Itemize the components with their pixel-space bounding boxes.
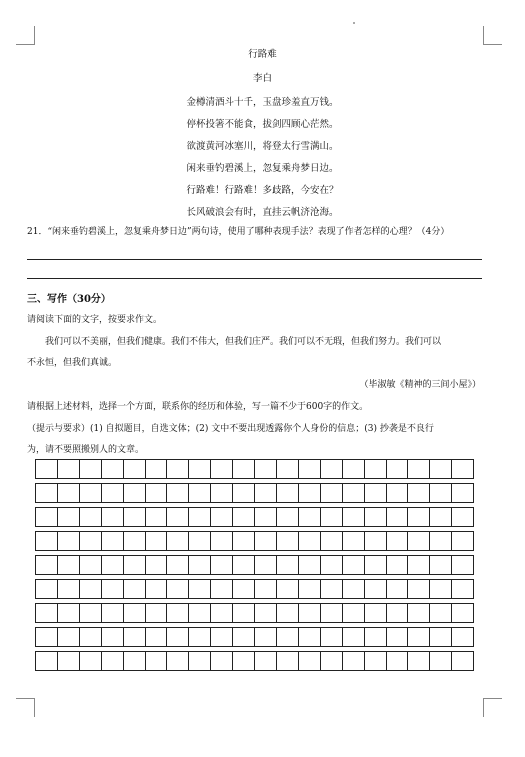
grid-cell[interactable] <box>124 532 146 550</box>
grid-cell[interactable] <box>36 628 58 646</box>
grid-cell[interactable] <box>452 484 474 502</box>
grid-cell[interactable] <box>36 556 58 574</box>
grid-cell[interactable] <box>408 604 430 622</box>
grid-cell[interactable] <box>102 580 124 598</box>
composition-grid[interactable] <box>35 459 474 671</box>
grid-cell[interactable] <box>189 580 211 598</box>
grid-cell[interactable] <box>102 652 124 670</box>
grid-cell[interactable] <box>167 484 189 502</box>
poem-line: 闲来垂钓碧溪上，忽复乘舟梦日边。 <box>186 163 339 174</box>
grid-cell[interactable] <box>146 460 168 478</box>
grid-cell[interactable] <box>255 604 277 622</box>
grid-cell[interactable] <box>255 580 277 598</box>
grid-cell[interactable] <box>343 556 365 574</box>
grid-cell[interactable] <box>189 652 211 670</box>
grid-cell[interactable] <box>387 580 409 598</box>
poem-author: 李白 <box>252 73 272 84</box>
grid-cell[interactable] <box>80 580 102 598</box>
writing-requirements-line: （提示与要求）(1) 自拟题目，自选文体；(2) 文中不要出现透露你个人身份的信息；(3) 抄袭是不良行 <box>27 424 434 434</box>
grid-cell[interactable] <box>365 532 387 550</box>
grid-cell[interactable] <box>277 532 299 550</box>
grid-cell[interactable] <box>80 556 102 574</box>
grid-cell[interactable] <box>343 652 365 670</box>
grid-cell[interactable] <box>299 652 321 670</box>
grid-cell[interactable] <box>58 484 80 502</box>
grid-cell[interactable] <box>299 484 321 502</box>
grid-cell[interactable] <box>58 460 80 478</box>
poem-title: 行路难 <box>248 49 277 60</box>
grid-cell[interactable] <box>387 652 409 670</box>
grid-cell[interactable] <box>102 604 124 622</box>
grid-cell[interactable] <box>365 580 387 598</box>
grid-cell[interactable] <box>58 580 80 598</box>
grid-cell[interactable] <box>167 652 189 670</box>
grid-cell[interactable] <box>343 628 365 646</box>
grid-cell[interactable] <box>299 628 321 646</box>
grid-cell[interactable] <box>430 508 452 526</box>
material-source: （毕淑敏《精神的三间小屋》） <box>359 380 481 390</box>
answer-line[interactable] <box>27 278 482 279</box>
poem-line: 金樽清酒斗十千，玉盘珍羞直万钱。 <box>186 97 339 108</box>
grid-cell[interactable] <box>189 628 211 646</box>
grid-cell[interactable] <box>36 508 58 526</box>
grid-cell[interactable] <box>124 604 146 622</box>
grid-cell[interactable] <box>430 580 452 598</box>
grid-cell[interactable] <box>277 628 299 646</box>
grid-cell[interactable] <box>277 604 299 622</box>
writing-section-heading: 三、写作（30分） <box>27 294 111 305</box>
grid-cell[interactable] <box>146 604 168 622</box>
grid-cell[interactable] <box>452 628 474 646</box>
grid-cell[interactable] <box>102 484 124 502</box>
grid-cell[interactable] <box>102 532 124 550</box>
grid-cell[interactable] <box>299 556 321 574</box>
grid-cell[interactable] <box>167 532 189 550</box>
grid-cell[interactable] <box>430 604 452 622</box>
grid-cell[interactable] <box>167 508 189 526</box>
poem-line: 欲渡黄河冰塞川，将登太行雪满山。 <box>186 141 339 152</box>
grid-cell[interactable] <box>408 628 430 646</box>
crop-mark-top-left <box>16 26 35 45</box>
grid-cell[interactable] <box>146 556 168 574</box>
grid-cell[interactable] <box>80 484 102 502</box>
grid-cell[interactable] <box>365 460 387 478</box>
grid-cell[interactable] <box>255 652 277 670</box>
grid-cell[interactable] <box>430 628 452 646</box>
grid-cell[interactable] <box>102 628 124 646</box>
grid-cell[interactable] <box>408 532 430 550</box>
grid-cell[interactable] <box>189 532 211 550</box>
grid-cell[interactable] <box>321 628 343 646</box>
grid-cell[interactable] <box>80 604 102 622</box>
writing-intro: 请阅读下面的文字，按要求作文。 <box>27 315 163 325</box>
grid-cell[interactable] <box>146 652 168 670</box>
grid-cell[interactable] <box>343 580 365 598</box>
grid-row <box>35 531 474 551</box>
grid-cell[interactable] <box>387 484 409 502</box>
grid-row <box>35 603 474 623</box>
writing-requirements-line: 为，请不要照搬别人的文章。 <box>27 445 145 455</box>
grid-cell[interactable] <box>255 556 277 574</box>
grid-cell[interactable] <box>146 484 168 502</box>
grid-cell[interactable] <box>102 508 124 526</box>
grid-cell[interactable] <box>452 508 474 526</box>
grid-cell[interactable] <box>80 652 102 670</box>
grid-cell[interactable] <box>189 460 211 478</box>
grid-cell[interactable] <box>365 484 387 502</box>
grid-cell[interactable] <box>36 604 58 622</box>
grid-cell[interactable] <box>343 604 365 622</box>
grid-row <box>35 459 474 479</box>
grid-cell[interactable] <box>430 532 452 550</box>
grid-cell[interactable] <box>408 484 430 502</box>
grid-cell[interactable] <box>80 508 102 526</box>
grid-cell[interactable] <box>430 652 452 670</box>
grid-cell[interactable] <box>321 532 343 550</box>
grid-cell[interactable] <box>124 556 146 574</box>
grid-cell[interactable] <box>102 460 124 478</box>
grid-cell[interactable] <box>211 556 233 574</box>
grid-cell[interactable] <box>299 580 321 598</box>
grid-cell[interactable] <box>387 628 409 646</box>
poem-line: 长风破浪会有时，直挂云帆济沧海。 <box>186 207 339 218</box>
grid-cell[interactable] <box>146 580 168 598</box>
grid-cell[interactable] <box>167 604 189 622</box>
material-paragraph-line: 我们可以不美丽，但我们健康。我们不伟大，但我们庄严。我们可以不无瑕，但我们努力。我们可以 <box>45 337 442 347</box>
grid-cell[interactable] <box>124 652 146 670</box>
grid-cell[interactable] <box>58 508 80 526</box>
grid-cell[interactable] <box>430 460 452 478</box>
grid-cell[interactable] <box>299 532 321 550</box>
grid-cell[interactable] <box>387 532 409 550</box>
grid-cell[interactable] <box>277 460 299 478</box>
grid-cell[interactable] <box>408 556 430 574</box>
grid-cell[interactable] <box>211 604 233 622</box>
material-paragraph-line: 不永恒，但我们真诚。 <box>27 358 118 368</box>
writing-task: 请根据上述材料，选择一个方面，联系你的经历和体验，写一篇不少于600字的作文。 <box>27 402 369 412</box>
grid-cell[interactable] <box>36 484 58 502</box>
grid-cell[interactable] <box>452 580 474 598</box>
grid-row <box>35 483 474 503</box>
grid-cell[interactable] <box>321 580 343 598</box>
grid-cell[interactable] <box>36 652 58 670</box>
grid-cell[interactable] <box>343 508 365 526</box>
grid-cell[interactable] <box>387 508 409 526</box>
grid-cell[interactable] <box>452 604 474 622</box>
grid-cell[interactable] <box>299 604 321 622</box>
crop-mark-bottom-left <box>16 698 35 717</box>
grid-cell[interactable] <box>189 484 211 502</box>
grid-cell[interactable] <box>343 484 365 502</box>
grid-cell[interactable] <box>233 556 255 574</box>
grid-cell[interactable] <box>167 556 189 574</box>
grid-cell[interactable] <box>343 460 365 478</box>
grid-cell[interactable] <box>167 460 189 478</box>
grid-cell[interactable] <box>408 652 430 670</box>
crop-mark-top-right <box>483 26 502 45</box>
grid-cell[interactable] <box>233 508 255 526</box>
grid-cell[interactable] <box>299 508 321 526</box>
grid-cell[interactable] <box>365 508 387 526</box>
grid-cell[interactable] <box>321 460 343 478</box>
page-speck <box>353 22 355 24</box>
grid-cell[interactable] <box>167 628 189 646</box>
grid-row <box>35 579 474 599</box>
grid-cell[interactable] <box>277 484 299 502</box>
grid-cell[interactable] <box>430 484 452 502</box>
grid-cell[interactable] <box>124 508 146 526</box>
grid-row <box>35 651 474 671</box>
grid-cell[interactable] <box>255 532 277 550</box>
grid-cell[interactable] <box>365 652 387 670</box>
grid-cell[interactable] <box>189 556 211 574</box>
grid-cell[interactable] <box>167 580 189 598</box>
grid-cell[interactable] <box>146 532 168 550</box>
grid-row <box>35 555 474 575</box>
grid-cell[interactable] <box>233 580 255 598</box>
grid-cell[interactable] <box>211 508 233 526</box>
grid-cell[interactable] <box>211 484 233 502</box>
grid-cell[interactable] <box>277 580 299 598</box>
grid-cell[interactable] <box>255 460 277 478</box>
grid-cell[interactable] <box>365 628 387 646</box>
grid-row <box>35 627 474 647</box>
grid-cell[interactable] <box>58 652 80 670</box>
grid-cell[interactable] <box>211 580 233 598</box>
grid-cell[interactable] <box>452 532 474 550</box>
grid-cell[interactable] <box>233 628 255 646</box>
grid-cell[interactable] <box>58 556 80 574</box>
grid-cell[interactable] <box>321 508 343 526</box>
grid-cell[interactable] <box>299 460 321 478</box>
grid-cell[interactable] <box>36 532 58 550</box>
grid-cell[interactable] <box>80 460 102 478</box>
grid-cell[interactable] <box>36 580 58 598</box>
grid-cell[interactable] <box>233 460 255 478</box>
grid-cell[interactable] <box>189 604 211 622</box>
grid-cell[interactable] <box>58 604 80 622</box>
grid-cell[interactable] <box>452 652 474 670</box>
grid-cell[interactable] <box>387 460 409 478</box>
grid-cell[interactable] <box>255 628 277 646</box>
grid-cell[interactable] <box>36 460 58 478</box>
grid-cell[interactable] <box>321 484 343 502</box>
grid-cell[interactable] <box>387 604 409 622</box>
grid-cell[interactable] <box>211 532 233 550</box>
grid-cell[interactable] <box>255 508 277 526</box>
grid-cell[interactable] <box>233 652 255 670</box>
grid-cell[interactable] <box>124 484 146 502</box>
grid-row <box>35 507 474 527</box>
grid-cell[interactable] <box>452 460 474 478</box>
grid-cell[interactable] <box>233 604 255 622</box>
grid-cell[interactable] <box>365 556 387 574</box>
grid-cell[interactable] <box>124 628 146 646</box>
grid-cell[interactable] <box>343 532 365 550</box>
grid-cell[interactable] <box>58 532 80 550</box>
grid-cell[interactable] <box>387 556 409 574</box>
grid-cell[interactable] <box>58 628 80 646</box>
grid-cell[interactable] <box>321 652 343 670</box>
question-21: 21．“闲来垂钓碧溪上，忽复乘舟梦日边”两句诗，使用了哪种表现手法？表现了作者怎样的心理？（4分） <box>27 227 450 237</box>
grid-cell[interactable] <box>124 460 146 478</box>
grid-cell[interactable] <box>211 628 233 646</box>
grid-cell[interactable] <box>211 460 233 478</box>
grid-cell[interactable] <box>146 628 168 646</box>
answer-line[interactable] <box>27 259 482 260</box>
grid-cell[interactable] <box>277 652 299 670</box>
grid-cell[interactable] <box>189 508 211 526</box>
grid-cell[interactable] <box>102 556 124 574</box>
grid-cell[interactable] <box>211 652 233 670</box>
grid-cell[interactable] <box>408 508 430 526</box>
grid-cell[interactable] <box>408 460 430 478</box>
grid-cell[interactable] <box>124 580 146 598</box>
grid-cell[interactable] <box>365 604 387 622</box>
grid-cell[interactable] <box>146 508 168 526</box>
grid-cell[interactable] <box>80 628 102 646</box>
grid-cell[interactable] <box>452 556 474 574</box>
grid-cell[interactable] <box>233 484 255 502</box>
grid-cell[interactable] <box>277 556 299 574</box>
grid-cell[interactable] <box>277 508 299 526</box>
poem-line: 行路难！行路难！多歧路，今安在？ <box>186 185 339 196</box>
poem-line: 停杯投箸不能食，拔剑四顾心茫然。 <box>186 119 339 130</box>
crop-mark-bottom-right <box>483 698 502 717</box>
grid-cell[interactable] <box>408 580 430 598</box>
grid-cell[interactable] <box>233 532 255 550</box>
grid-cell[interactable] <box>255 484 277 502</box>
grid-cell[interactable] <box>80 532 102 550</box>
grid-cell[interactable] <box>321 556 343 574</box>
grid-cell[interactable] <box>321 604 343 622</box>
grid-cell[interactable] <box>430 556 452 574</box>
